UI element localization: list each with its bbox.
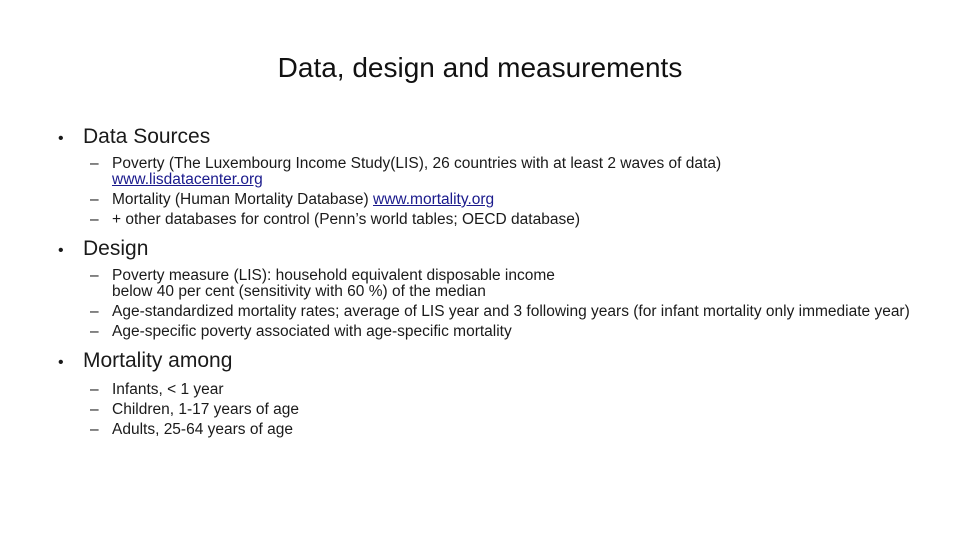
dash-icon: – [90, 421, 99, 438]
dash-icon: – [90, 401, 99, 418]
bullet-data-sources [58, 124, 938, 152]
heading-design: Design [83, 237, 149, 260]
section-design [58, 236, 938, 342]
list-item-adults [90, 420, 938, 440]
poverty-measure-text: Poverty measure (LIS): household equivalent disposable income below 40 per cent (sensitivity with 60 %) of the median [112, 267, 555, 300]
list-item-poverty-measure [90, 266, 938, 302]
infants-text: Infants, < 1 year [112, 381, 224, 398]
bullet-icon: • [58, 242, 64, 259]
slide-content [58, 124, 938, 446]
dash-icon: – [90, 303, 99, 320]
dash-icon: – [90, 155, 99, 172]
list-item-mortality-source [90, 190, 938, 210]
slide-title: Data, design and measurements [277, 52, 683, 83]
list-item-other-source [90, 210, 938, 230]
list-item-age-standardized [90, 302, 938, 322]
dash-icon: – [90, 211, 99, 228]
list-item-poverty-source [90, 154, 938, 190]
section-data-sources [58, 124, 938, 230]
dash-icon: – [90, 381, 99, 398]
list-item-children [90, 400, 938, 420]
children-text: Children, 1-17 years of age [112, 401, 299, 418]
list-item-infants [90, 380, 938, 400]
adults-text: Adults, 25-64 years of age [112, 421, 293, 438]
bullet-icon: • [58, 354, 64, 371]
list-item-age-specific [90, 322, 938, 342]
lis-link[interactable]: www.lisdatacenter.org [112, 171, 263, 188]
heading-mortality-among: Mortality among [83, 349, 233, 372]
mortality-link[interactable]: www.mortality.org [373, 191, 495, 208]
list-design [58, 266, 938, 342]
age-specific-text: Age-specific poverty associated with age-specific mortality [112, 323, 512, 340]
list-mortality-among [58, 380, 938, 440]
list-data-sources [58, 154, 938, 230]
section-mortality-among [58, 348, 938, 440]
dash-icon: – [90, 267, 99, 284]
bullet-mortality-among [58, 348, 938, 376]
heading-data-sources: Data Sources [83, 125, 211, 148]
poverty-source-text: Poverty (The Luxembourg Income Study(LIS), 26 countries with at least 2 waves of data) [112, 155, 722, 172]
dash-icon: – [90, 191, 99, 208]
age-standardized-text: Age-standardized mortality rates; average of LIS year and 3 following years (for infant mortality only immediate year) [112, 303, 910, 320]
bullet-icon: • [58, 130, 64, 147]
bullet-design [58, 236, 938, 264]
mortality-source-text: Mortality (Human Mortality Database) [112, 191, 373, 208]
other-source-text: + other databases for control (Penn’s world tables; OECD database) [112, 211, 580, 228]
dash-icon: – [90, 323, 99, 340]
